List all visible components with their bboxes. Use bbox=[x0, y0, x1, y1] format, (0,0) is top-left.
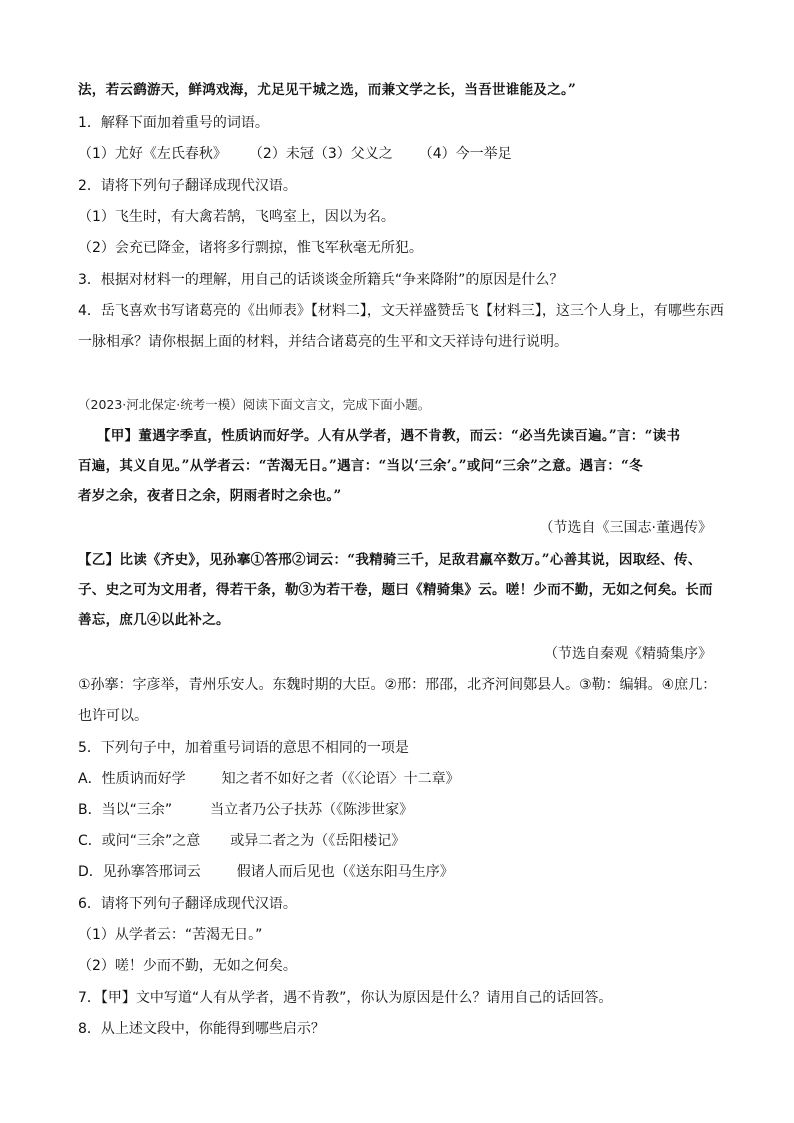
option-c-sentence: C．或问“三余”之意 bbox=[78, 833, 201, 849]
q1-item-2: （2）未冠（3）父义之 bbox=[248, 146, 393, 162]
passage-yi-source: （节选自秦观《精骑集序》 bbox=[544, 646, 712, 662]
question-6-sentence-2: （2）嗟！少而不勤，无如之何矣。 bbox=[78, 958, 297, 974]
question-6-stem: 6．请将下列句子翻译成现代汉语。 bbox=[78, 896, 297, 912]
question-2-sentence-1: （1）飞生时，有大禽若鹄，飞鸣室上，因以为名。 bbox=[78, 209, 395, 225]
option-c-compare: 或异二者之为（《岳阳楼记》 bbox=[230, 833, 406, 849]
option-d-sentence: D．见孙搴答邢词云 bbox=[78, 864, 201, 880]
passage-jia-line-3: 者岁之余，夜者日之余，阴雨者时之余也。” bbox=[78, 488, 342, 504]
option-b-compare: 当立者乃公子扶苏（《陈涉世家》 bbox=[210, 802, 414, 818]
passage-yi-line-2: 子、史之可为文用者，得若干条，勒③为若干卷，题曰《精骑集》云。嗟！少而不勤，无如之何矣。长而 bbox=[78, 582, 713, 598]
question-7: 7．【甲】文中写道“人有从学者，遇不肯教”，你认为原因是什么？请用自己的话回答。 bbox=[78, 990, 613, 1006]
passage-yi-line-3: 善忘，庶几④以此补之。 bbox=[78, 612, 230, 628]
section-intro: （2023·河北保定·统考一模）阅读下面文言文，完成下面小题。 bbox=[78, 397, 431, 412]
question-5-option-a bbox=[78, 769, 728, 789]
question-2-sentence-2: （2）会充已降金，诸将多行剽掠，惟飞军秋毫无所犯。 bbox=[78, 240, 423, 256]
notes-line-2: 也许可以。 bbox=[78, 708, 148, 724]
question-2-stem: 2．请将下列句子翻译成现代汉语。 bbox=[78, 178, 297, 194]
passage-jia-line-2: 百遍，其义自见。”从学者云：“苦渴无日。”遇言：“当以‘三余’。”或问“三余”之意。遇言：“冬 bbox=[78, 458, 643, 474]
question-5-option-c bbox=[78, 831, 728, 851]
question-6-sentence-1: （1）从学者云：“苦渴无日。” bbox=[78, 927, 263, 943]
question-5-stem: 5．下列句子中，加着重号词语的意思不相同的一项是 bbox=[78, 740, 409, 756]
question-8: 8．从上述文段中，你能得到哪些启示？ bbox=[78, 1021, 325, 1037]
passage-tail: 法，若云鹞游天，鲜鸿戏海，尤足见干城之选，而兼文学之长，当吾世谁能及之。” bbox=[78, 82, 577, 98]
passage-jia-line-1: 【甲】董遇字季直，性质讷而好学。人有从学者，遇不肯教，而云：“必当先读百遍。”言：“读书 bbox=[97, 428, 681, 444]
q1-item-3: （4）今一举足 bbox=[418, 146, 512, 162]
passage-yi-line-1: 【乙】比读《齐史》，见孙搴①答邢②词云：“我精骑三千，足敌君羸卒数万。”心善其说，因取经、传、 bbox=[78, 552, 702, 568]
option-a-compare: 知之者不如好之者（《〈论语〉十二章》 bbox=[221, 771, 460, 787]
question-1-items bbox=[78, 144, 728, 164]
question-5-option-d bbox=[78, 862, 728, 882]
question-5-option-b bbox=[78, 800, 728, 820]
question-4-line-1: 4．岳飞喜欢书写诸葛亮的《出师表》【材料二】，文天祥盛赞岳飞【材料三】，这三个人身上，有哪些东西 bbox=[78, 303, 724, 319]
option-b-sentence: B．当以“三余” bbox=[78, 802, 173, 818]
option-a-sentence: A．性质讷而好学 bbox=[78, 771, 186, 787]
question-4-line-2: 一脉相承？请你根据上面的材料，并结合诸葛亮的生平和文天祥诗句进行说明。 bbox=[78, 334, 568, 350]
passage-jia-source: （节选自《三国志·董遇传》 bbox=[539, 520, 712, 536]
question-1-stem: 1．解释下面加着重号的词语。 bbox=[78, 115, 269, 131]
question-3: 3．根据对材料一的理解，用自己的话谈谈金所籍兵“争来降附”的原因是什么？ bbox=[78, 272, 564, 288]
notes-line-1: ①孙搴：字彦举，青州乐安人。东魏时期的大臣。②邢：邢邵，北齐河间鄚县人。③勒：编辑。④庶几： bbox=[78, 677, 717, 693]
q1-item-1: （1）尤好《左氏春秋》 bbox=[78, 146, 227, 162]
option-d-compare: 假诸人而后见也（《送东阳马生序》 bbox=[236, 864, 454, 880]
